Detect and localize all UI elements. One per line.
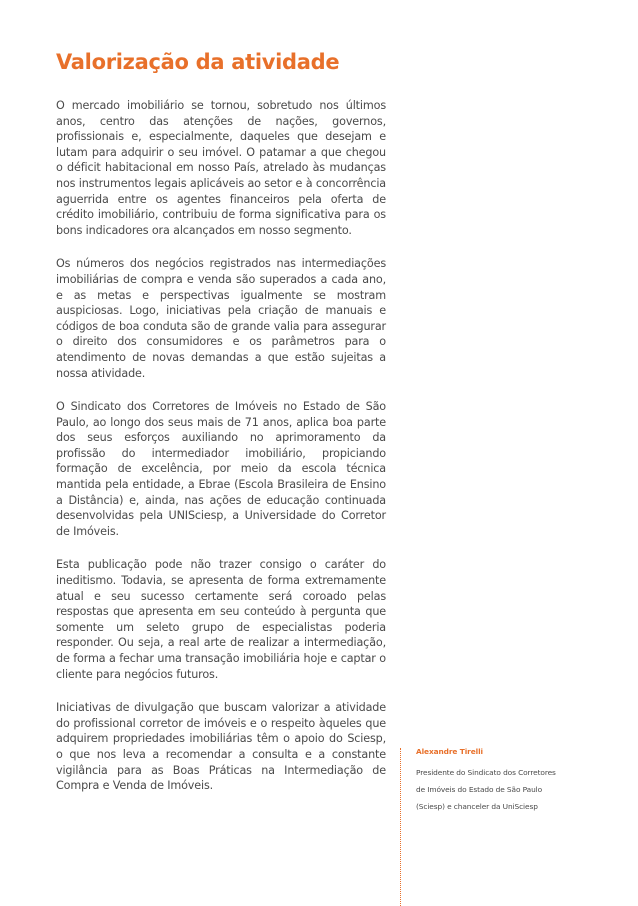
page-title: Valorização da atividade [56,50,340,74]
dotted-divider [400,748,401,906]
article-body [56,98,386,812]
paragraph: Esta publicação pode não trazer consigo o caráter do ineditismo. Todavia, se apresenta de forma extremamente atual e seu sucesso certamente será coroado pelas respostas que apresenta em seu conteúdo à pergunta que somente um seleto grupo de especialistas poderia responder. Ou seja, a real arte de realizar a intermediação, de forma a fechar uma transação imobiliária hoje e captar o cliente para negócios futuros. [56,558,386,681]
signature-name: Alexandre Tirelli [416,747,483,756]
paragraph: O Sindicato dos Corretores de Imóveis no Estado de São Paulo, ao longo dos seus mais de 71 anos, aplica boa parte dos seus esforços auxiliando no aprimoramento da profissão do intermediador imobiliário, propiciando formação de excelência, por meio da escola técnica mantida pela entidade, a Ebrae (Escola Brasileira de Ensino a Distância) e, ainda, nas ações de educação continuada desenvolvidas pela UNISciesp, a Universidade do Corretor de Imóveis. [56,400,386,538]
paragraph: Os números dos negócios registrados nas intermediações imobiliárias de compra e venda são superados a cada ano, e as metas e perspectivas igualmente se mostram auspiciosas. Logo, iniciativas pela criação de manuais e códigos de boa conduta são de grande valia para assegurar o direito dos consumidores e os parâmetros para o atendimento de novas demandas a que estão sujeitas a nossa atividade. [56,257,386,380]
signature-role-line: de Imóveis do Estado de São Paulo [416,785,543,794]
paragraph: O mercado imobiliário se tornou, sobretudo nos últimos anos, centro das atenções de nações, governos, profissionais e, especialmente, daqueles que desejam e lutam para adquirir o seu imóvel. O patamar a que chegou o déficit habitacional em nosso País, atrelado às mudanças nos instrumentos legais aplicáveis ao setor e à concorrência aguerrida entre os agentes financeiros pela oferta de crédito imobiliário, contribuiu de forma significativa para os bons indicadores ora alcançados em nosso segmento. [56,99,386,237]
signature-block [416,747,606,815]
signature-role-line: Presidente do Sindicato dos Corretores [416,768,556,777]
paragraph: Iniciativas de divulgação que buscam valorizar a atividade do profissional corretor de imóveis e o respeito àqueles que adquirem propriedades imobiliárias têm o apoio do Sciesp, o que nos leva a recomendar a consulta e a constante vigilância para as Boas Práticas na Intermediação de Compra e Venda de Imóveis. [56,701,386,793]
signature-role-line: (Sciesp) e chanceler da UniSciesp [416,802,538,811]
